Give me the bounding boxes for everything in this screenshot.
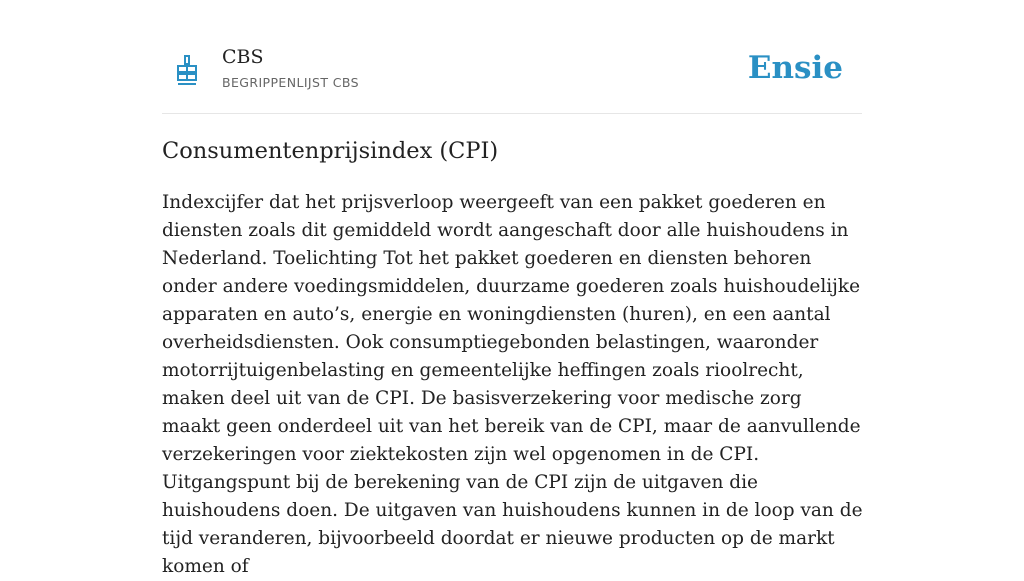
source-name[interactable]: CBS bbox=[222, 46, 264, 68]
entry-definition: Indexcijfer dat het prijsverloop weergeeft van een pakket goederen en diensten zoals dit gemiddeld wordt aangeschaft door alle huishoudens in Nederland. Toelichting Tot het pakket goederen en diensten behoren onder andere voedingsmiddelen, duurzame goederen zoals huishoudelijke apparaten en auto’s, energie en woningdiensten (huren), en een aantal overheidsdiensten. Ook consumptiegebonden belastingen, waaronder motorrijtuigenbelasting en gemeentelijke heffingen zoals rioolrecht, maken deel uit van de CPI. De basisverzekering voor medische zorg maakt geen onderdeel uit van het bereik van de CPI, maar de aanvullende verzekeringen voor ziektekosten zijn wel opgenomen in de CPI. Uitgangspunt bij de berekening van de CPI zijn de uitgaven die huishoudens doen. De uitgaven van huishoudens kunnen in de loop van de tijd veranderen, bijvoorbeeld doordat er nieuwe producten op de markt komen of bbox=[162, 192, 863, 577]
source-subtitle[interactable]: BEGRIPPENLIJST CBS bbox=[222, 75, 359, 90]
source-header bbox=[162, 40, 862, 114]
entry-title: Consumentenprijsindex (CPI) bbox=[162, 138, 499, 164]
cbs-logo-icon[interactable] bbox=[176, 55, 198, 87]
ensie-logo[interactable]: Ensie bbox=[747, 50, 843, 86]
